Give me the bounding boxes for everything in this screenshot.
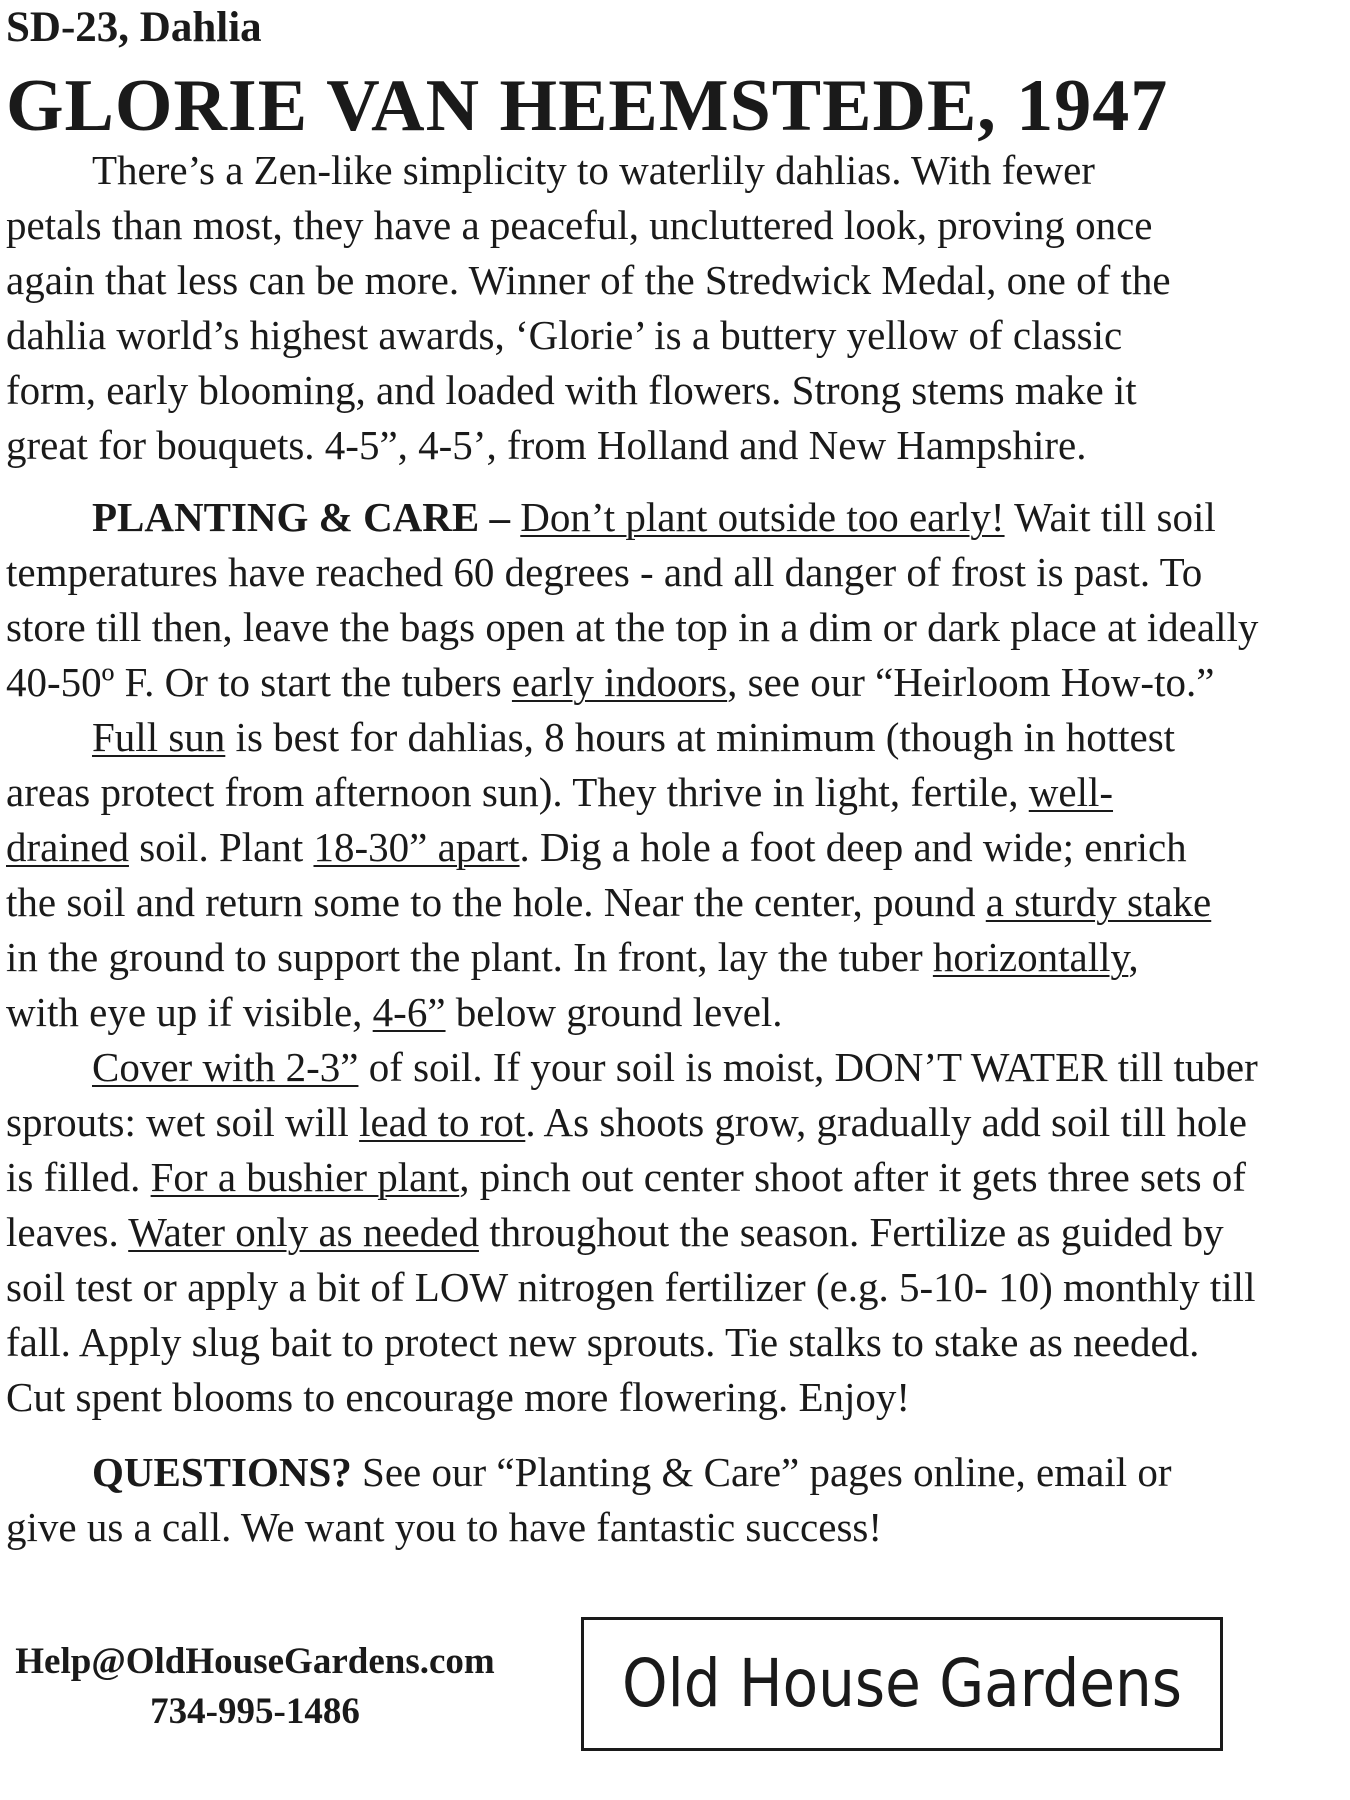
planting-text: areas protect from afternoon sun). They thrive in light, fertile,	[6, 769, 1029, 815]
planting-text: soil. Plant	[128, 824, 314, 870]
planting-line	[6, 655, 1336, 710]
planting-line	[6, 490, 1336, 545]
questions-section	[6, 1445, 1336, 1555]
underlined-text: Don’t plant outside too early!	[520, 494, 1005, 540]
underlined-text: drained	[6, 824, 129, 870]
planting-text: sprouts: wet soil will	[6, 1099, 360, 1145]
planting-care-section	[6, 490, 1336, 1425]
planting-line	[6, 1205, 1336, 1260]
contact-email[interactable]: Help@OldHouseGardens.com	[15, 1641, 495, 1682]
planting-line: store till then, leave the bags open at the top in a dim or dark place at ideally	[6, 604, 1259, 650]
planting-text: leaves.	[6, 1209, 129, 1255]
planting-heading: PLANTING & CARE –	[92, 494, 510, 540]
planting-text: below ground level.	[445, 989, 783, 1035]
questions-heading: QUESTIONS?	[92, 1449, 352, 1495]
planting-text: , see our “Heirloom How-to.”	[727, 659, 1215, 705]
planting-text: . Dig a hole a foot deep and wide; enrich	[519, 824, 1187, 870]
planting-text: throughout the season. Fertilize as guided by	[478, 1209, 1224, 1255]
planting-line: Cut spent blooms to encourage more flowering. Enjoy!	[6, 1374, 911, 1420]
underlined-text: 18-30” apart	[313, 824, 520, 870]
planting-line	[6, 930, 1336, 985]
intro-line: There’s a Zen-like simplicity to waterlily dahlias. With fewer	[92, 147, 1095, 193]
intro-line: again that less can be more. Winner of the Stredwick Medal, one of the	[6, 257, 1171, 303]
questions-text: See our “Planting & Care” pages online, email or	[351, 1449, 1172, 1495]
brand-logo-wordmark	[612, 1634, 1192, 1734]
planting-text: . As shoots grow, gradually add soil till hole	[525, 1099, 1247, 1145]
planting-line	[6, 875, 1336, 930]
planting-line	[6, 820, 1336, 875]
underlined-text: early indoors	[511, 659, 728, 705]
planting-line	[6, 1040, 1336, 1095]
intro-paragraph	[6, 143, 1336, 473]
contact-phone[interactable]: 734-995-1486	[150, 1691, 360, 1732]
underlined-text: well-	[1028, 769, 1114, 815]
planting-line	[6, 710, 1336, 765]
underlined-text: 4-6”	[372, 989, 446, 1035]
brand-logo-text: Old House Gardens	[622, 1645, 1182, 1722]
underlined-text: horizontally	[932, 934, 1129, 980]
planting-text: Wait till soil	[1004, 494, 1216, 540]
planting-line	[6, 985, 1336, 1040]
planting-text: 40-50º F. Or to start the tubers	[6, 659, 512, 705]
planting-line	[6, 765, 1336, 820]
product-code: SD-23, Dahlia	[6, 4, 262, 51]
planting-line: temperatures have reached 60 degrees - and all danger of frost is past. To	[6, 549, 1203, 595]
planting-line: fall. Apply slug bait to protect new sprouts. Tie stalks to stake as needed.	[6, 1319, 1200, 1365]
brand-logo	[581, 1617, 1223, 1751]
underlined-text: lead to rot	[359, 1099, 526, 1145]
planting-text: the soil and return some to the hole. Near the center, pound	[6, 879, 986, 925]
contact-block	[10, 1637, 500, 1737]
underlined-text: a sturdy stake	[985, 879, 1212, 925]
planting-line	[6, 1095, 1336, 1150]
questions-line: give us a call. We want you to have fantastic success!	[6, 1504, 883, 1550]
underlined-text: For a bushier plant	[150, 1154, 460, 1200]
page-title: GLORIE VAN HEEMSTEDE, 1947	[6, 65, 1169, 147]
questions-line	[6, 1445, 1336, 1500]
planting-text: , pinch out center shoot after it gets three sets of	[459, 1154, 1246, 1200]
underlined-text: Water only as needed	[128, 1209, 479, 1255]
intro-line: dahlia world’s highest awards, ‘Glorie’ is a buttery yellow of classic	[6, 312, 1123, 358]
underlined-text: Cover with 2-3”	[92, 1044, 359, 1090]
planting-text: is best for dahlias, 8 hours at minimum (though in hottest	[225, 714, 1176, 760]
planting-line: soil test or apply a bit of LOW nitrogen fertilizer (e.g. 5-10- 10) monthly till	[6, 1264, 1256, 1310]
intro-line: great for bouquets. 4-5”, 4-5’, from Holland and New Hampshire.	[6, 422, 1087, 468]
underlined-text: Full sun	[92, 714, 226, 760]
intro-line: petals than most, they have a peaceful, uncluttered look, proving once	[6, 202, 1153, 248]
planting-line	[6, 1150, 1336, 1205]
planting-text: of soil. If your soil is moist, DON’T WATER till tuber	[358, 1044, 1258, 1090]
intro-line: form, early blooming, and loaded with flowers. Strong stems make it	[6, 367, 1137, 413]
planting-text: with eye up if visible,	[6, 989, 373, 1035]
planting-text: in the ground to support the plant. In front, lay the tuber	[6, 934, 933, 980]
planting-text: ,	[1128, 934, 1139, 980]
planting-text: is filled.	[6, 1154, 151, 1200]
